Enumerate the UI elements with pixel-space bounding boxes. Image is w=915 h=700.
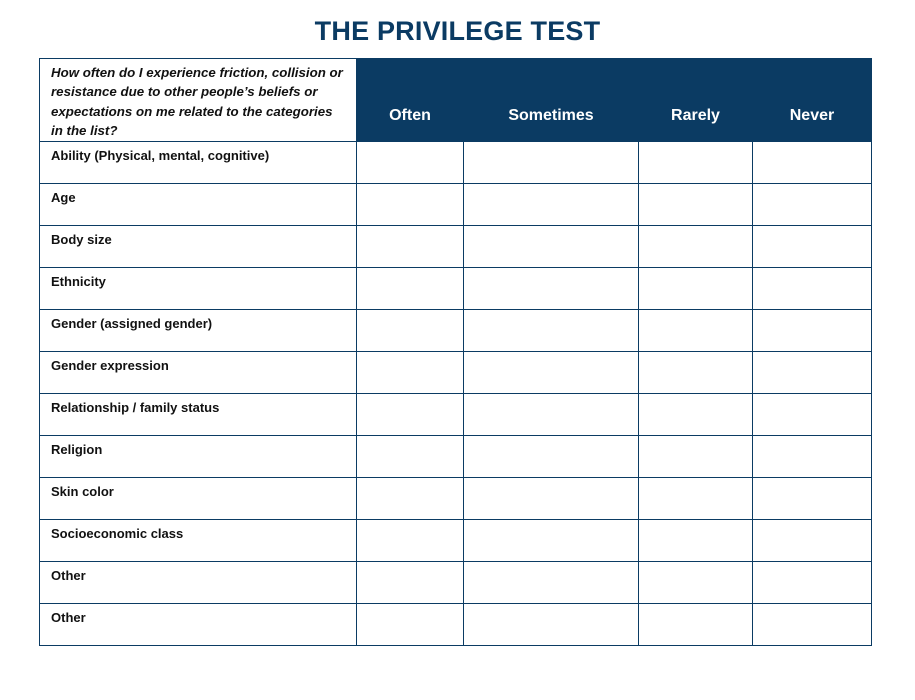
category-label: Religion <box>40 436 357 478</box>
answer-cell-never[interactable] <box>753 184 872 226</box>
answer-cell-often[interactable] <box>357 226 464 268</box>
answer-cell-often[interactable] <box>357 436 464 478</box>
answer-cell-rarely[interactable] <box>639 352 753 394</box>
answer-cell-rarely[interactable] <box>639 562 753 604</box>
answer-cell-often[interactable] <box>357 310 464 352</box>
answer-cell-never[interactable] <box>753 520 872 562</box>
category-label: Relationship / family status <box>40 394 357 436</box>
column-header-often: Often <box>357 59 464 142</box>
answer-cell-rarely[interactable] <box>639 184 753 226</box>
answer-cell-sometimes[interactable] <box>464 436 639 478</box>
answer-cell-sometimes[interactable] <box>464 184 639 226</box>
answer-cell-sometimes[interactable] <box>464 478 639 520</box>
table-row <box>40 142 872 184</box>
answer-cell-never[interactable] <box>753 604 872 646</box>
answer-cell-rarely[interactable] <box>639 268 753 310</box>
answer-cell-often[interactable] <box>357 604 464 646</box>
table-row <box>40 226 872 268</box>
answer-cell-never[interactable] <box>753 436 872 478</box>
answer-cell-often[interactable] <box>357 478 464 520</box>
answer-cell-rarely[interactable] <box>639 436 753 478</box>
answer-cell-sometimes[interactable] <box>464 604 639 646</box>
table-row <box>40 394 872 436</box>
answer-cell-sometimes[interactable] <box>464 226 639 268</box>
answer-cell-never[interactable] <box>753 268 872 310</box>
category-label: Other <box>40 562 357 604</box>
answer-cell-rarely[interactable] <box>639 226 753 268</box>
answer-cell-sometimes[interactable] <box>464 394 639 436</box>
answer-cell-never[interactable] <box>753 394 872 436</box>
category-label: Other <box>40 604 357 646</box>
answer-cell-often[interactable] <box>357 394 464 436</box>
answer-cell-never[interactable] <box>753 310 872 352</box>
answer-cell-rarely[interactable] <box>639 142 753 184</box>
table-row <box>40 184 872 226</box>
answer-cell-never[interactable] <box>753 352 872 394</box>
answer-cell-sometimes[interactable] <box>464 310 639 352</box>
answer-cell-often[interactable] <box>357 142 464 184</box>
answer-cell-rarely[interactable] <box>639 394 753 436</box>
table-row <box>40 310 872 352</box>
table-row <box>40 520 872 562</box>
column-header-rarely: Rarely <box>639 59 753 142</box>
answer-cell-rarely[interactable] <box>639 478 753 520</box>
question-cell: How often do I experience friction, collision or resistance due to other people’s beliefs or expectations on me related to the categories in the list? <box>40 59 357 142</box>
category-label: Ethnicity <box>40 268 357 310</box>
answer-cell-sometimes[interactable] <box>464 142 639 184</box>
category-label: Body size <box>40 226 357 268</box>
answer-cell-often[interactable] <box>357 520 464 562</box>
category-label: Gender expression <box>40 352 357 394</box>
category-label: Ability (Physical, mental, cognitive) <box>40 142 357 184</box>
category-label: Age <box>40 184 357 226</box>
page-title: THE PRIVILEGE TEST <box>314 16 601 46</box>
answer-cell-sometimes[interactable] <box>464 562 639 604</box>
table-row <box>40 268 872 310</box>
answer-cell-rarely[interactable] <box>639 310 753 352</box>
answer-cell-never[interactable] <box>753 478 872 520</box>
table-row <box>40 562 872 604</box>
answer-cell-often[interactable] <box>357 268 464 310</box>
answer-cell-sometimes[interactable] <box>464 352 639 394</box>
privilege-test-table <box>39 58 872 646</box>
table-row <box>40 478 872 520</box>
answer-cell-never[interactable] <box>753 562 872 604</box>
answer-cell-often[interactable] <box>357 352 464 394</box>
answer-cell-never[interactable] <box>753 226 872 268</box>
answer-cell-never[interactable] <box>753 142 872 184</box>
category-label: Gender (assigned gender) <box>40 310 357 352</box>
column-header-sometimes: Sometimes <box>464 59 639 142</box>
answer-cell-rarely[interactable] <box>639 604 753 646</box>
answer-cell-sometimes[interactable] <box>464 520 639 562</box>
column-header-never: Never <box>753 59 872 142</box>
answer-cell-often[interactable] <box>357 184 464 226</box>
answer-cell-rarely[interactable] <box>639 520 753 562</box>
table-row <box>40 436 872 478</box>
answer-cell-often[interactable] <box>357 562 464 604</box>
table-row <box>40 604 872 646</box>
category-label: Skin color <box>40 478 357 520</box>
header-row <box>40 59 872 142</box>
table-row <box>40 352 872 394</box>
category-label: Socioeconomic class <box>40 520 357 562</box>
answer-cell-sometimes[interactable] <box>464 268 639 310</box>
